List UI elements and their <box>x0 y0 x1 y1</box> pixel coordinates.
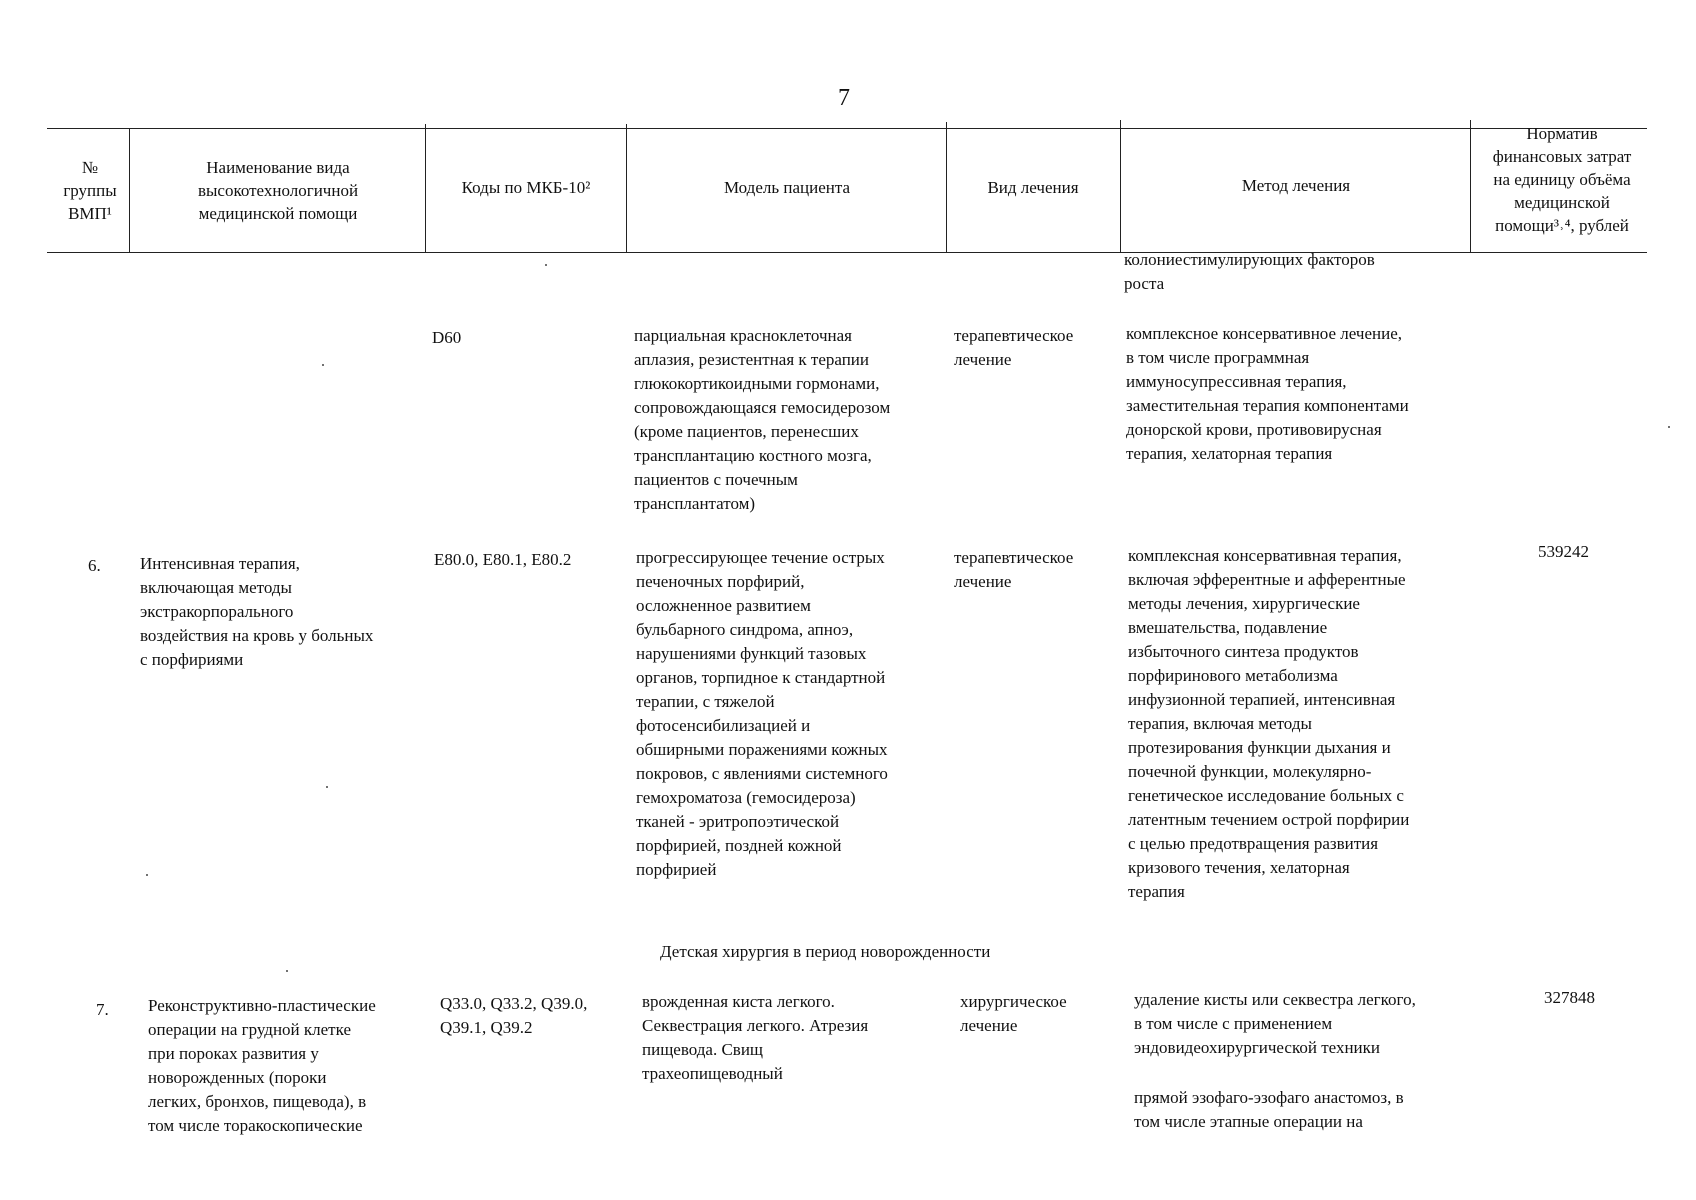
row-6-number: 6. <box>88 556 101 575</box>
row-6-cost: 539242 <box>1538 542 1589 561</box>
scan-speck <box>322 364 324 366</box>
row-6-care-type: Интенсивная терапия, включающая методы экстракорпорального воздействия на кровь у больных с порфириями <box>140 554 374 669</box>
col-divider-2 <box>425 124 426 253</box>
col-divider-1 <box>129 128 130 253</box>
header-cost-norm: Норматив финансовых затрат на единицу объёма медицинской помощи³˒⁴, рублей <box>1492 124 1632 235</box>
row-7-treatment-type: хирургическое лечение <box>960 992 1067 1035</box>
row-7-treatment-method-2: прямой эзофаго-эзофаго анастомоз, в том числе этапные операции на <box>1134 1088 1404 1131</box>
header-top-rule <box>47 128 1647 129</box>
row-d60-treatment-type: терапевтическое лечение <box>954 326 1074 369</box>
row-7-care-type: Реконструктивно-пластические операции на грудной клетке при пороках развития у новорожденных (пороки легких, бронхов, пищевода), в том числе торакоскопические <box>148 996 376 1135</box>
header-care-type: Наименование вида высокотехнологичной медицинской помощи <box>197 158 359 223</box>
row-7-icd-codes: Q33.0, Q33.2, Q39.0, Q39.1, Q39.2 <box>440 994 588 1037</box>
section-title: Детская хирургия в период новорожденности <box>660 942 991 961</box>
col-divider-6 <box>1470 120 1471 253</box>
row-6-treatment-type: терапевтическое лечение <box>954 548 1074 591</box>
scan-speck <box>326 786 328 788</box>
row-6-patient-model: прогрессирующее течение острых печеночных порфирий, осложненное развитием бульбарного синдрома, апноэ, нарушениями функций тазовых органов, торпидное к стандартной терапии, с тяжелой фотосенсибилизацией и обширными поражениями кожных покровов, с явлениями системного гемохроматоза (гемосидероза) тканей - эритропоэтической порфирией, поздней кожной порфирией <box>636 548 888 879</box>
scan-speck <box>146 874 148 876</box>
page-number: 7 <box>838 85 850 111</box>
header-group-number: № группы ВМП¹ <box>63 158 117 223</box>
header-icd-codes: Коды по МКБ-10² <box>461 178 591 197</box>
col-divider-4 <box>946 122 947 253</box>
row-6-treatment-method: комплексная консервативная терапия, включая эфферентные и афферентные методы лечения, хирургические вмешательства, подавление избыточного синтеза продуктов порфиринового метаболизма инфузионной терапией, интенсивная терапия, включая методы протезирования функции дыхания и почечной функции, молекулярно- генетическое исследование больных с латентным течением острой порфирии с целью предотвращения развития кризового течения, хелаторная терапия <box>1128 546 1410 901</box>
row-d60-treatment-method: комплексное консервативное лечение, в том числе программная иммуносупрессивная терапия, заместительная терапия компонентами донорской крови, противовирусная терапия, хелаторная терапия <box>1126 324 1409 463</box>
row-7-treatment-method-1: удаление кисты или секвестра легкого, в том числе с применением эндовидеохирургической техники <box>1134 990 1416 1057</box>
row-7-patient-model: врожденная киста легкого. Секвестрация легкого. Атрезия пищевода. Свищ трахеопищеводный <box>642 992 869 1083</box>
header-treatment-type: Вид лечения <box>987 178 1079 197</box>
header-patient-model: Модель пациента <box>723 178 851 197</box>
row-7-number: 7. <box>96 1000 109 1019</box>
col-divider-5 <box>1120 120 1121 253</box>
continuation-method: колониестимулирующих факторов роста <box>1124 250 1375 293</box>
col-divider-3 <box>626 124 627 253</box>
row-d60-patient-model: парциальная красноклеточная аплазия, резистентная к терапии глюкокортикоидными гормонами, сопровождающаяся гемосидерозом (кроме пациентов, перенесших трансплантацию костного мозга, пациентов с почечным трансплантатом) <box>634 326 891 513</box>
header-treatment-method: Метод лечения <box>1241 176 1351 195</box>
row-7-cost: 327848 <box>1544 988 1595 1007</box>
row-6-icd-codes: E80.0, E80.1, E80.2 <box>434 550 572 569</box>
scan-speck <box>1668 426 1670 428</box>
scan-speck <box>286 970 288 972</box>
row-d60-codes: D60 <box>432 328 462 347</box>
scan-speck <box>545 264 547 266</box>
